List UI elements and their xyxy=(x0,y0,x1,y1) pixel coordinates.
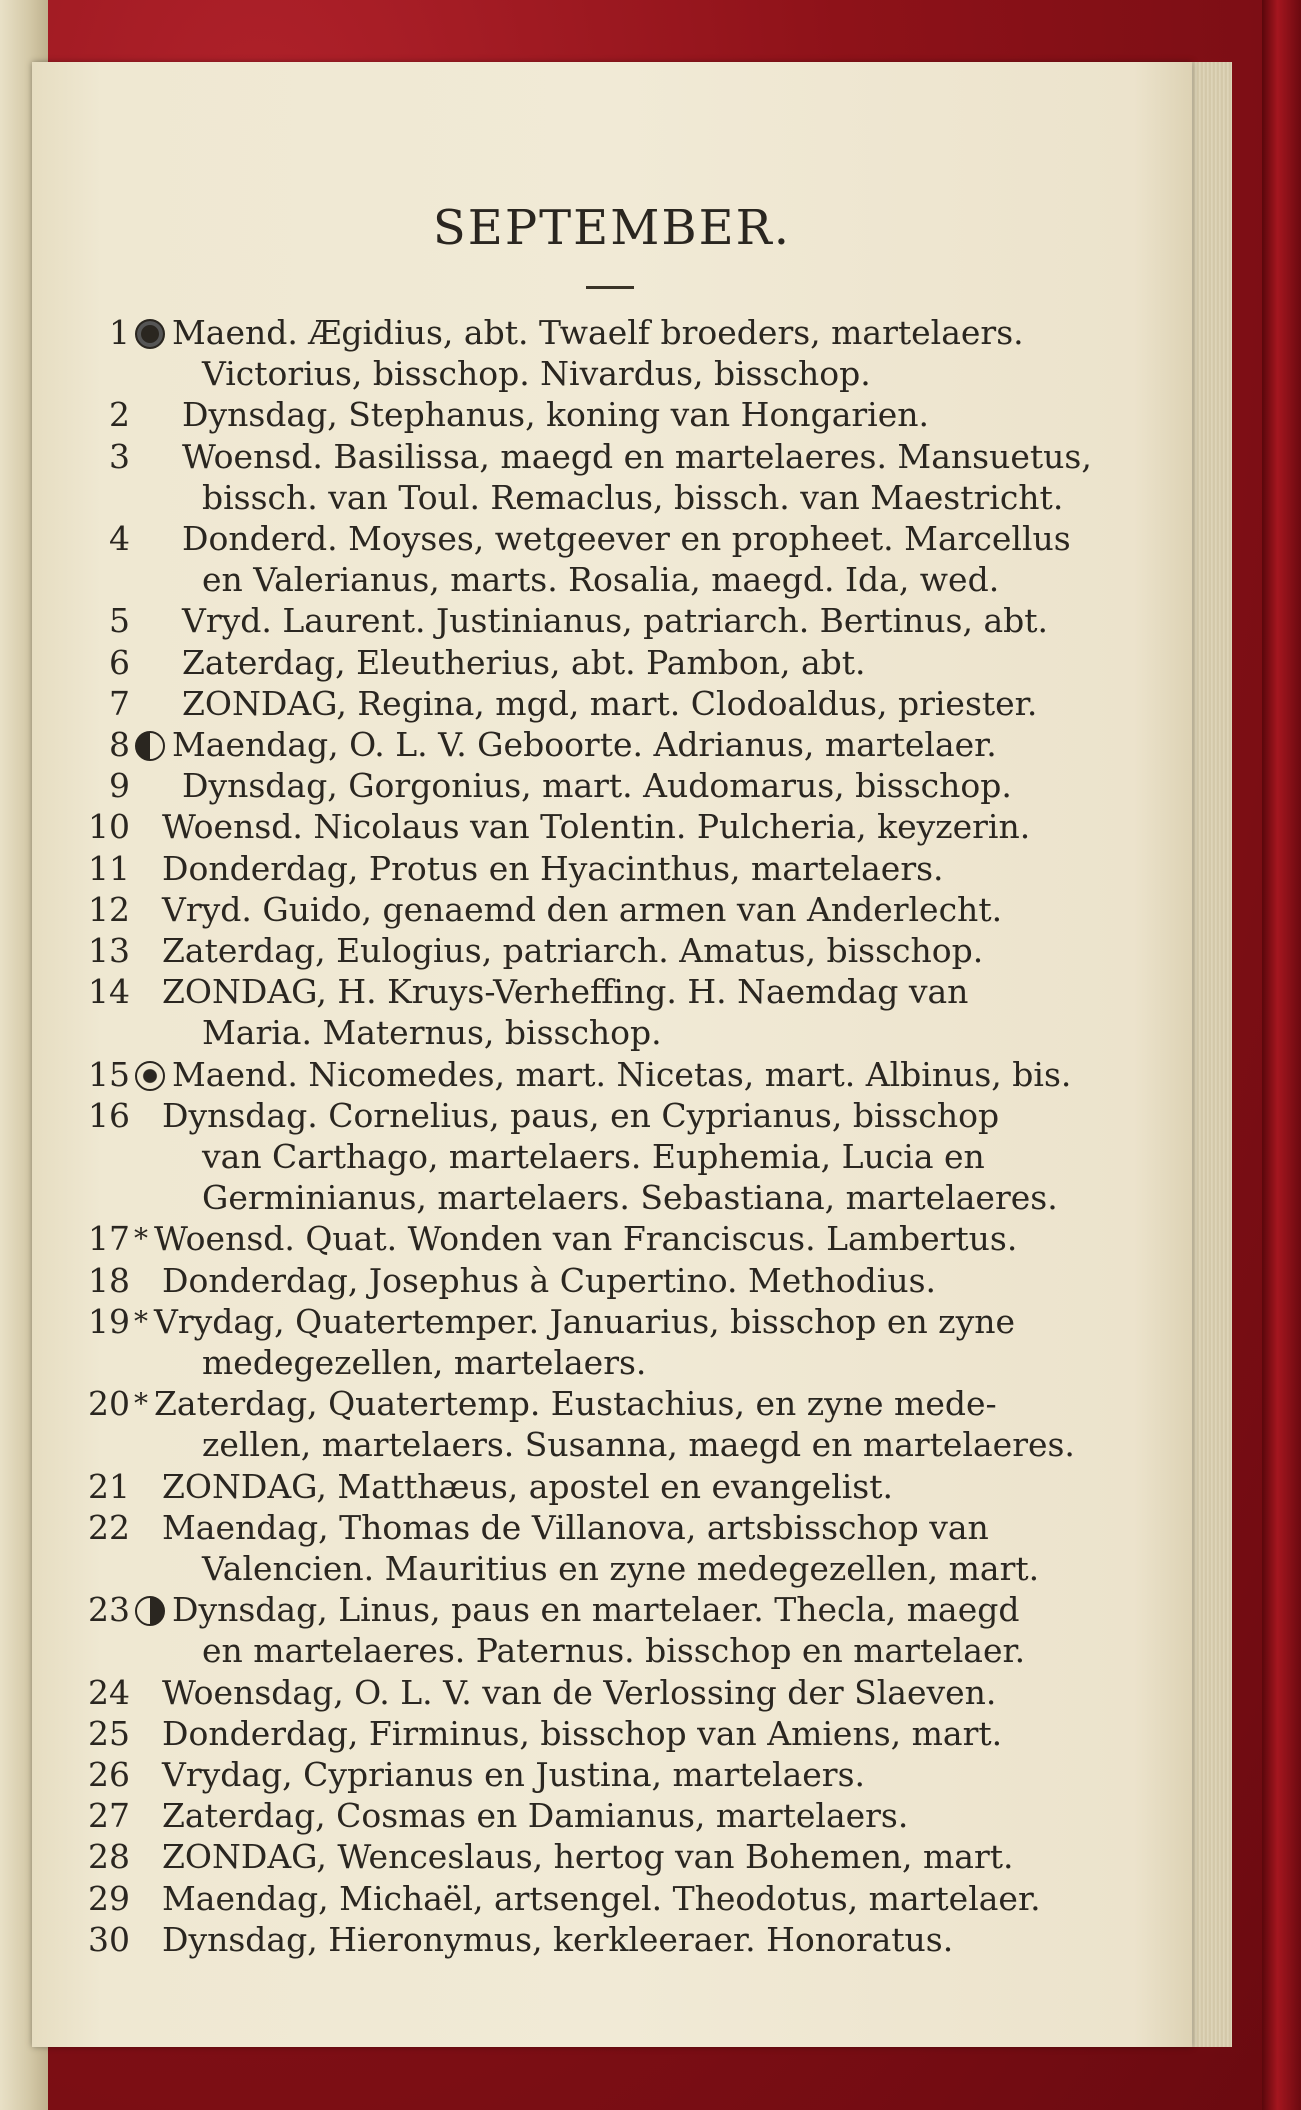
entry-text: Donderd. Moyses, wetgeever en propheet. Marcellus xyxy=(182,519,1071,558)
entry-continuation: van Carthago, martelaers. Euphemia, Lucia en xyxy=(202,1136,985,1176)
ember-day-asterisk: * xyxy=(134,1304,148,1338)
entry-continuation: Maria. Maternus, bisschop. xyxy=(202,1013,662,1053)
day-number: 10 xyxy=(88,807,130,847)
day-number: 16 xyxy=(88,1095,130,1135)
calendar-entries xyxy=(32,312,1192,2012)
day-number: 11 xyxy=(88,848,130,888)
day-number: 17 xyxy=(88,1219,130,1259)
day-number: 25 xyxy=(88,1713,130,1753)
entry-continuation: zellen, martelaers. Susanna, maegd en martelaeres. xyxy=(202,1425,1075,1465)
entry-text: Dynsdag, Stephanus, koning van Hongarien. xyxy=(182,395,929,435)
entry-text: Dynsdag. Cornelius, paus, en Cyprianus, bisschop xyxy=(162,1095,1000,1135)
day-number: 22 xyxy=(88,1507,130,1547)
day-number: 3 xyxy=(109,436,130,476)
day-number: 18 xyxy=(88,1260,130,1300)
entry-text: Maendag, Michaël, artsengel. Theodotus, martelaer. xyxy=(162,1878,1041,1918)
day-number: 30 xyxy=(88,1919,130,1959)
day-number: 23 xyxy=(88,1590,130,1630)
book-cover-edge xyxy=(1262,0,1301,2110)
day-number: 29 xyxy=(88,1878,130,1918)
day-number: 8 xyxy=(109,725,130,764)
entry-continuation: bissch. van Toul. Remaclus, bissch. van Maestricht. xyxy=(202,477,1064,517)
page-title: SEPTEMBER. xyxy=(432,200,792,256)
entry-text: Vrydag, Cyprianus en Justina, martelaers. xyxy=(162,1755,866,1794)
entry-text: Zaterdag, Quatertemp. Eustachius, en zyne mede- xyxy=(154,1384,997,1424)
entry-text: Maend. Nicomedes, mart. Nicetas, mart. Albinus, bis. xyxy=(172,1054,1072,1094)
ember-day-asterisk: * xyxy=(134,1387,148,1421)
ember-day-asterisk: * xyxy=(134,1222,148,1256)
entry-continuation: Germinianus, martelaers. Sebastiana, martelaeres. xyxy=(202,1178,1058,1218)
entry-continuation: Valencien. Mauritius en zyne medegezellen, mart. xyxy=(202,1548,1040,1588)
entry-text: Woensd. Quat. Wonden van Franciscus. Lambertus. xyxy=(154,1219,1018,1259)
day-number: 5 xyxy=(109,601,130,641)
calendar-page xyxy=(32,62,1192,2047)
entry-text: Maendag, Thomas de Villanova, artsbisschop van xyxy=(162,1507,989,1547)
entry-text: Dynsdag, Hieronymus, kerkleeraer. Honoratus. xyxy=(162,1919,954,1959)
entry-text: Donderdag, Firminus, bisschop van Amiens, mart. xyxy=(162,1713,1003,1753)
day-number: 13 xyxy=(88,931,130,970)
title-rule xyxy=(586,286,634,289)
entry-text: Vryd. Laurent. Justinianus, patriarch. Bertinus, abt. xyxy=(182,601,1049,641)
entry-text: Dynsdag, Gorgonius, mart. Audomarus, bisschop. xyxy=(182,766,1012,806)
entry-text: ZONDAG, Matthæus, apostel en evangelist. xyxy=(162,1466,893,1506)
entry-text: ZONDAG, H. Kruys-Verheffing. H. Naemdag van xyxy=(162,972,969,1012)
day-number: 14 xyxy=(88,972,130,1012)
entry-text: Woensd. Nicolaus van Tolentin. Pulcheria, keyzerin. xyxy=(162,807,1031,847)
entry-text: Dynsdag, Linus, paus en martelaer. Thecla, maegd xyxy=(172,1590,1020,1630)
moon-phase-icon xyxy=(135,731,165,761)
entry-text: Donderdag, Josephus à Cupertino. Methodius. xyxy=(162,1260,937,1300)
day-number: 6 xyxy=(109,642,130,682)
entry-text: Zaterdag, Cosmas en Damianus, martelaers. xyxy=(162,1796,909,1836)
moon-phase-icon xyxy=(135,1061,165,1091)
entry-text: Donderdag, Protus en Hyacinthus, martelaers. xyxy=(162,848,944,888)
entry-continuation: en Valerianus, marts. Rosalia, maegd. Ida, wed. xyxy=(202,560,1000,600)
day-number: 4 xyxy=(109,519,130,558)
entry-text: Vrydag, Quatertemper. Januarius, bisschop en zyne xyxy=(154,1301,1015,1341)
entry-text: Vryd. Guido, genaemd den armen van Anderlecht. xyxy=(162,889,1003,929)
day-number: 28 xyxy=(88,1837,130,1877)
entry-text: ZONDAG, Wenceslaus, hertog van Bohemen, mart. xyxy=(162,1837,1014,1877)
entry-text: Maend. Ægidius, abt. Twaelf broeders, martelaers. xyxy=(172,313,1024,352)
day-number: 7 xyxy=(109,683,130,723)
entry-text: Zaterdag, Eleutherius, abt. Pambon, abt. xyxy=(182,642,866,682)
moon-phase-icon xyxy=(135,319,165,349)
entry-text: Woensd. Basilissa, maegd en martelaeres. Mansuetus, xyxy=(182,436,1092,476)
day-number: 19 xyxy=(88,1301,130,1341)
day-number: 1 xyxy=(109,313,130,352)
entry-text: Woensdag, O. L. V. van de Verlossing der Slaeven. xyxy=(162,1672,997,1712)
day-number: 21 xyxy=(88,1466,130,1506)
entry-continuation: en martelaeres. Paternus. bisschop en martelaer. xyxy=(202,1631,1026,1671)
entry-text: Zaterdag, Eulogius, patriarch. Amatus, bisschop. xyxy=(162,931,984,970)
day-number: 20 xyxy=(88,1384,130,1424)
entry-continuation: Victorius, bisschop. Nivardus, bisschop. xyxy=(202,354,871,394)
entry-text: ZONDAG, Regina, mgd, mart. Clodoaldus, priester. xyxy=(182,683,1038,723)
day-number: 15 xyxy=(88,1054,130,1094)
day-number: 2 xyxy=(109,395,130,435)
entry-continuation: medegezellen, martelaers. xyxy=(202,1342,647,1382)
day-number: 24 xyxy=(88,1672,130,1712)
page-fore-edge xyxy=(1192,62,1232,2047)
entry-text: Maendag, O. L. V. Geboorte. Adrianus, martelaer. xyxy=(172,725,997,764)
day-number: 27 xyxy=(88,1796,130,1836)
day-number: 9 xyxy=(109,766,130,806)
moon-phase-icon xyxy=(135,1596,165,1626)
day-number: 26 xyxy=(88,1755,130,1794)
day-number: 12 xyxy=(88,889,130,929)
